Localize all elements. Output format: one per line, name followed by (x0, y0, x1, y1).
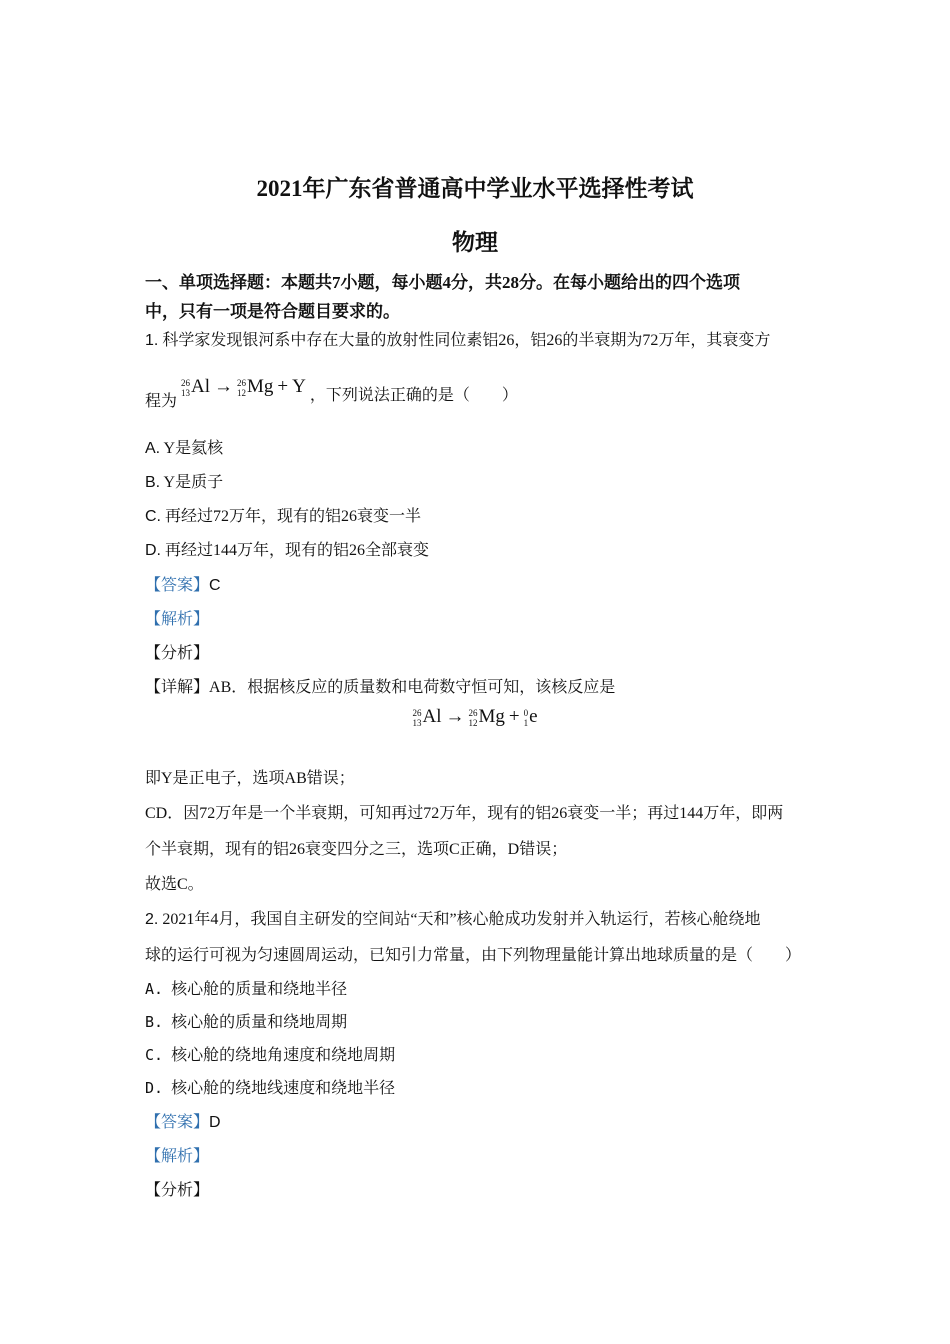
q1-option-c (145, 503, 421, 526)
option-letter: C. (145, 1046, 164, 1064)
q1-option-a (145, 435, 223, 458)
q1-stem-line1 (145, 327, 770, 350)
q1-answer (145, 572, 221, 595)
q2-stem-text: 2021年4月，我国自主研发的空间站“天和”核心舱成功发射并入轨运行，若核心舱绕地 (162, 911, 761, 928)
q1-option-b (145, 469, 223, 492)
q1-conclusion2-line2: 个半衰期，现有的铝26衰变四分之三，选项C正确，D错误； (145, 841, 568, 858)
q2-answer (145, 1109, 221, 1132)
q1-final: 故选C。 (145, 876, 204, 893)
al-atomic-number: 13 (181, 388, 191, 399)
q1-decay-equation (181, 376, 310, 399)
q1-analysis-label: 【解析】 (145, 611, 210, 628)
q1-fenxi-label: 【分析】 (145, 645, 210, 662)
option-letter: A. (145, 980, 164, 998)
answer-label: 【答案】 (145, 1114, 210, 1131)
al-nuclide (181, 376, 210, 398)
detail-label: 【详解】 (145, 679, 210, 696)
answer-value: C (209, 577, 221, 594)
option-text: Y是氦核 (163, 440, 224, 457)
mg-nuclide (468, 706, 504, 728)
q1-option-d (145, 537, 429, 560)
mg-symbol: Mg (478, 706, 505, 727)
option-text: 核心舱的绕地角速度和绕地周期 (171, 1047, 396, 1064)
mg-atomic-number: 12 (468, 718, 478, 729)
q2-number: 2. (145, 911, 159, 928)
option-letter: D. (145, 1079, 164, 1097)
q1-stem-prefix: 程为 (145, 393, 178, 410)
y-symbol: Y (292, 376, 306, 397)
mg-atomic-number: 12 (237, 388, 247, 399)
subject-title: 物理 (452, 230, 498, 255)
mg-symbol: Mg (247, 376, 274, 397)
answer-value: D (209, 1114, 221, 1131)
option-letter: B. (145, 474, 161, 491)
option-text: Y是质子 (163, 474, 224, 491)
al-symbol: Al (191, 376, 211, 397)
q2-stem-line2: 球的运行可视为匀速圆周运动，已知引力常量，由下列物理量能计算出地球质量的是（ ） (145, 947, 802, 964)
al-mass-number: 26 (412, 708, 422, 719)
plus-sign: + (508, 706, 520, 727)
section-heading-line1: 一、单项选择题：本题共7小题，每小题4分，共28分。在每小题给出的四个选项 (145, 273, 740, 292)
plus-sign: + (277, 376, 289, 397)
q1-conclusion2-line1: CD．因72万年是一个半衰期，可知再过72万年，现有的铝26衰变一半；再过144万年，即两 (145, 805, 784, 822)
mg-mass-number: 26 (468, 708, 478, 719)
decay-arrow: → (445, 706, 465, 727)
decay-arrow: → (214, 376, 234, 397)
detail-text: AB．根据核反应的质量数和电荷数守恒可知，该核反应是 (209, 679, 616, 696)
q1-stem-suffix: ，下列说法正确的是（ ） (309, 387, 518, 404)
q2-stem-line1 (145, 906, 761, 929)
option-text: 核心舱的绕地线速度和绕地半径 (171, 1080, 396, 1097)
q1-stem-text: 科学家发现银河系中存在大量的放射性同位素铝26，铝26的半衰期为72万年，其衰变方 (162, 332, 771, 349)
mg-mass-number: 26 (237, 378, 247, 389)
q2-option-c (145, 1042, 395, 1065)
positron (524, 706, 538, 728)
option-letter: A. (145, 440, 161, 457)
option-text: 核心舱的质量和绕地半径 (171, 981, 348, 998)
q1-conclusion1: 即Y是正电子，选项AB错误； (145, 770, 355, 787)
al-symbol: Al (422, 706, 442, 727)
q2-option-a (145, 976, 347, 999)
al-mass-number: 26 (181, 378, 191, 389)
option-letter: C. (145, 508, 161, 525)
e-mass-number: 0 (523, 708, 529, 719)
al-atomic-number: 13 (412, 718, 422, 729)
mg-nuclide (237, 376, 273, 398)
q1-result-equation (0, 706, 950, 728)
e-symbol: e (529, 706, 538, 727)
q1-stem-line2 (145, 374, 518, 410)
q2-fenxi-label: 【分析】 (145, 1182, 210, 1199)
option-text: 再经过144万年，现有的铝26全部衰变 (165, 542, 430, 559)
option-text: 核心舱的质量和绕地周期 (171, 1014, 348, 1031)
option-letter: D. (145, 542, 161, 559)
q1-detail (145, 674, 615, 697)
exam-title: 2021年广东省普通高中学业水平选择性考试 (256, 176, 694, 201)
option-text: 再经过72万年，现有的铝26衰变一半 (165, 508, 422, 525)
answer-label: 【答案】 (145, 577, 210, 594)
option-letter: B. (145, 1013, 164, 1031)
section-heading-line2: 中，只有一项是符合题目要求的。 (145, 302, 400, 321)
q2-option-d (145, 1075, 395, 1098)
e-charge-number: 1 (523, 718, 529, 729)
q1-number: 1. (145, 332, 159, 349)
q2-analysis-label: 【解析】 (145, 1148, 210, 1165)
al-nuclide (412, 706, 441, 728)
q2-option-b (145, 1009, 347, 1032)
